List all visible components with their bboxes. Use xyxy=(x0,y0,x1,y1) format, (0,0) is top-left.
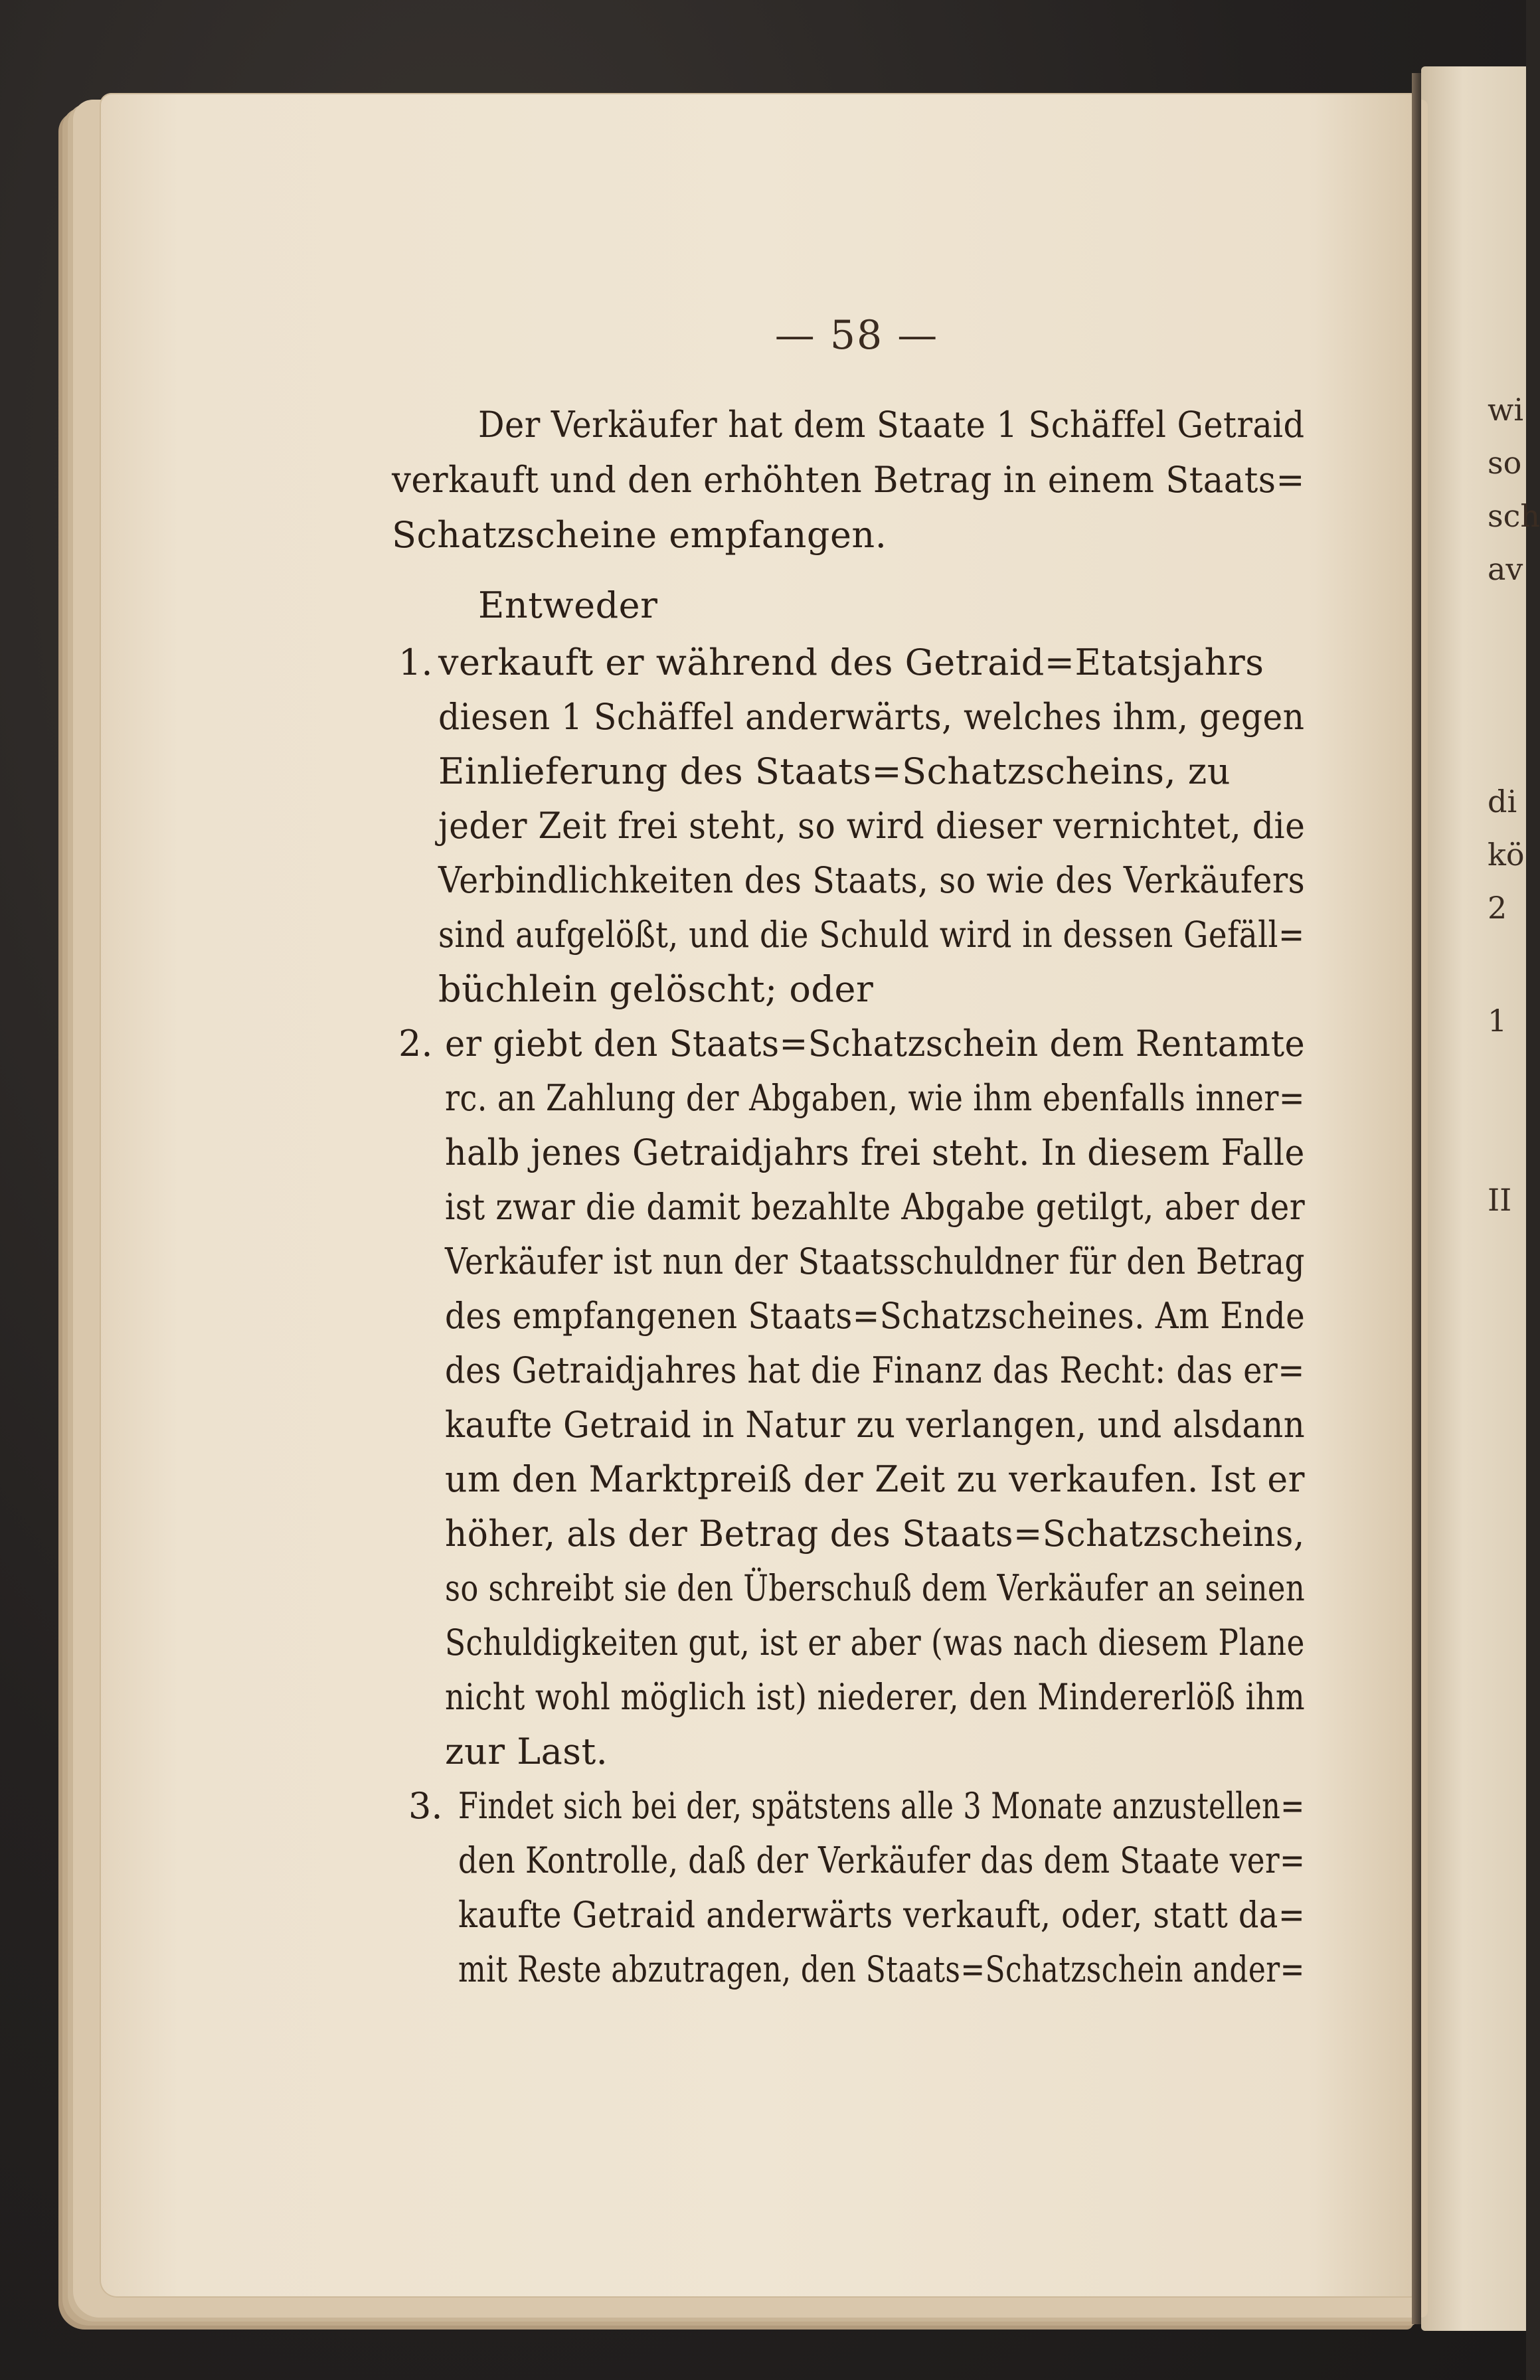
text-line: Einlieferung des Staats=Schatzscheins, zu xyxy=(438,750,1231,792)
facing-page-fragment: 1 xyxy=(1488,1003,1507,1039)
text-line: verkauft und den erhöhten Betrag in einem Staats= xyxy=(392,459,1305,501)
text-line: um den Marktpreiß der Zeit zu verkaufen. Ist er xyxy=(445,1458,1305,1500)
facing-page-fragment: kö xyxy=(1488,837,1525,873)
facing-page-fragment: di xyxy=(1488,784,1517,819)
text-line: Findet sich bei der, spätstens alle 3 Monate anzustellen= xyxy=(458,1785,1305,1827)
text-line: den Kontrolle, daß der Verkäufer das dem Staate ver= xyxy=(458,1839,1306,1881)
text-line: zur Last. xyxy=(445,1731,608,1772)
text-line: jeder Zeit frei steht, so wird dieser vernichtet, die xyxy=(438,805,1306,847)
text-line: büchlein gelöscht; oder xyxy=(438,968,874,1010)
text-line: Schatzscheine empfangen. xyxy=(392,514,887,556)
facing-page-fragment: sch xyxy=(1488,498,1540,534)
facing-page-fragment: 2 xyxy=(1488,890,1507,926)
item-number: 2. xyxy=(398,1023,433,1064)
text-line: kaufte Getraid anderwärts verkauft, oder, statt da= xyxy=(458,1894,1306,1936)
facing-page-fragment: wi xyxy=(1488,392,1524,428)
text-line: des Getraidjahres hat die Finanz das Recht: das er= xyxy=(445,1349,1305,1391)
text-line: Entweder xyxy=(478,584,658,626)
text-line: Schuldigkeiten gut, ist er aber (was nach diesem Plane xyxy=(445,1622,1305,1663)
text-line: diesen 1 Schäffel anderwärts, welches ihm, gegen xyxy=(438,696,1305,738)
text-line: er giebt den Staats=Schatzschein dem Rentamte xyxy=(445,1023,1306,1064)
book-gutter xyxy=(1412,73,1421,2324)
facing-page-fragment: av xyxy=(1488,551,1523,587)
facing-page-fragment: so xyxy=(1488,445,1522,481)
text-line: rc. an Zahlung der Abgaben, wie ihm ebenfalls inner= xyxy=(445,1077,1305,1119)
text-line: ist zwar die damit bezahlte Abgabe getilgt, aber der xyxy=(445,1186,1306,1228)
text-line: verkauft er während des Getraid=Etatsjahrs xyxy=(438,641,1264,683)
facing-page-fragment: II xyxy=(1488,1182,1512,1218)
text-line: Verkäufer ist nun der Staatsschuldner für den Betrag xyxy=(445,1240,1305,1282)
text-line: so schreibt sie den Überschuß dem Verkäufer an seinen xyxy=(445,1567,1306,1609)
text-line: Verbindlichkeiten des Staats, so wie des Verkäufers xyxy=(438,859,1306,901)
text-line: sind aufgelößt, und die Schuld wird in dessen Gefäll= xyxy=(438,914,1305,956)
text-line: kaufte Getraid in Natur zu verlangen, und alsdann xyxy=(445,1404,1306,1446)
item-number: 3. xyxy=(408,1785,443,1827)
text-line: Der Verkäufer hat dem Staate 1 Schäffel Getraid xyxy=(478,404,1305,446)
text-line: nicht wohl möglich ist) niederer, den Mindererlöß ihm xyxy=(445,1676,1306,1718)
text-line: höher, als der Betrag des Staats=Schatzscheins, xyxy=(445,1513,1305,1555)
text-line: des empfangenen Staats=Schatzscheines. Am Ende xyxy=(445,1295,1306,1337)
text-line: mit Reste abzutragen, den Staats=Schatzschein ander= xyxy=(458,1948,1305,1990)
page-number: — 58 — xyxy=(774,312,939,359)
item-number: 1. xyxy=(398,641,433,683)
text-line: halb jenes Getraidjahrs frei steht. In diesem Falle xyxy=(445,1132,1305,1173)
